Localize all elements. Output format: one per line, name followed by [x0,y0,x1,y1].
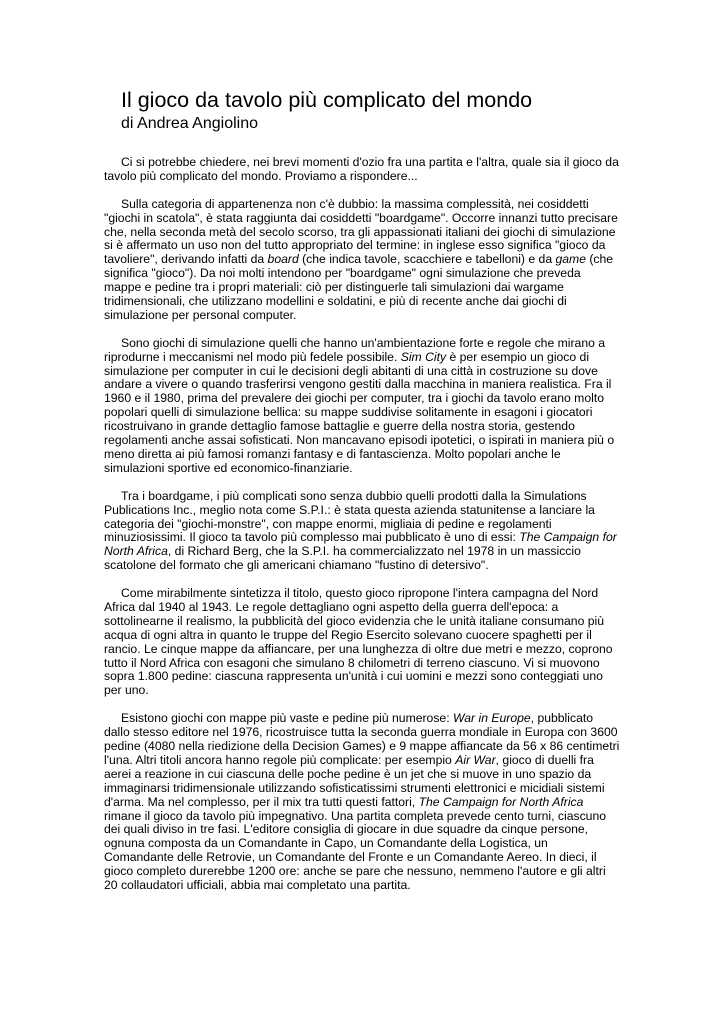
paragraph-line [104,420,620,434]
text-run: Esistono giochi con mappe più vaste e pedine più numerose: [121,711,453,726]
paragraph-line [104,865,620,879]
text-run: popolari quelli di simulazione bellica: su mappe suddivise solitamente in esagoni i giocatori [104,405,593,420]
paragraph-line [104,657,620,671]
text-run: 20 collaudatori ufficiali, abbia mai completato una partita. [104,878,411,893]
text-run: gioco completo durerebbe 1200 ore: anche se pare che nessuno, nemmeno l'autore e gli altri [104,864,606,879]
paragraph-line [104,281,620,295]
paragraph-line [104,365,620,379]
paragraph [104,198,620,323]
document-body [104,156,620,893]
text-run: 1960 e il 1980, prima del prevalere dei giochi per computer, tra i giochi da tavolo erano molto [104,391,604,406]
text-run: aerei a reazione in cui ciascuna delle poche pedine è un jet che si muove in uno spazio da [104,766,592,781]
text-run: Sulla categoria di appartenenza non c'è dubbio: la massima complessità, nei cosiddetti [121,196,589,211]
text-run: Africa dal 1940 al 1943. Le regole dettagliano ogni aspetto della guerra dell'epoca: a [104,599,559,614]
paragraph-line [104,643,620,657]
paragraph-line [104,768,620,782]
text-run: riprodurne i meccanismi nel modo più fedele possibile. [104,349,401,364]
text-run: d'arma. Ma nel complesso, per il mix tra tutti questi fattori, [104,794,419,809]
paragraph-line [104,337,620,351]
paragraph-line [104,587,620,601]
text-run: l'una. Altri titoli ancora hanno regole più complicate: per esempio [104,752,456,767]
paragraph-line [104,490,620,504]
italic-title: board [267,252,299,267]
document-page [104,88,620,907]
paragraph-line [104,226,620,240]
text-run: simulazione per computer in cui le decisioni degli abitanti di una città in costruzione su dove [104,363,598,378]
text-run: significa "gioco"). Da noi molti intendono per "boardgame" ogni simulazione che preveda [104,266,581,281]
paragraph-line [104,462,620,476]
document-title: Il gioco da tavolo più complicato del mondo [121,88,533,112]
paragraph-line [104,448,620,462]
text-run: rancio. Le cinque mappe da affiancare, per una lunghezza di oltre due metri e mezzo, coprono [104,641,613,656]
paragraph-line [104,170,620,184]
text-run: tridimensionali, che utilizzano modellini e soldatini, e più di recente anche dai giochi di [104,294,567,309]
paragraph-line [104,712,620,726]
paragraph-line [104,212,620,226]
text-run: , pubblicato [530,711,594,726]
text-run: dallo stesso editore nel 1976, ricostruisce tutta la seconda guerra mondiale in Europa con 3600 [104,725,618,740]
italic-title: Air War [455,752,496,767]
text-run: Comandante delle Retrovie, un Comandante del Fronte e un Comandante Aereo. In dieci, il [104,850,597,865]
text-run: simulazione per personal computer. [104,307,297,322]
text-run: minuziosissimi. Il gioco ta tavolo più complesso mai pubblicato è uno di essi: [104,530,520,545]
text-run: per uno. [104,683,149,698]
text-run: rimane il gioco da tavolo più impegnativo. Una partita completa prevede cento turni, ciascuno [104,808,607,823]
text-run: è per esempio un gioco di [446,349,590,364]
paragraph-line [104,239,620,253]
italic-title: North Africa [104,544,168,559]
text-run: categoria dei "giochi-monstre", con mappe enormi, migliaia di pedine e regolamenti [104,516,552,531]
paragraph-line [104,810,620,824]
paragraph-line [104,670,620,684]
paragraph [104,156,620,184]
paragraph-line [104,545,620,559]
paragraph-line [104,684,620,698]
italic-title: The Campaign for North Africa [418,794,584,809]
paragraph-line [104,851,620,865]
paragraph-line [104,392,620,406]
paragraph-line [104,267,620,281]
text-run: ognuna composta da un Comandante in Capo, un Comandante della Logistica, un [104,836,548,851]
document-author: di Andrea Angiolino [121,115,258,132]
text-run: dei quali diviso in tre fasi. L'editore consiglia di giocare in due squadre da cinque persone, [104,822,589,837]
paragraph-line [104,796,620,810]
paragraph-line [104,740,620,754]
paragraph-line [104,295,620,309]
paragraph [104,587,620,698]
text-run: (che [585,252,614,267]
text-run: "giochi in scatola", è stata raggiunta dai cosiddetti "boardgame". Occorre innanzi tutto precisare [104,210,618,225]
text-run: (che indica tavole, scacchiere e tabelloni) e da [298,252,556,267]
paragraph-line [104,504,620,518]
text-run: tavolo più complicato del mondo. Proviamo a rispondere... [104,168,418,183]
text-run: , di Richard Berg, che la S.P.I. ha commercializzato nel 1978 in un massiccio [167,544,581,559]
text-run: che, nella seconda metà del secolo scorso, tra gli appassionati italiani dei giochi di simulazione [104,224,616,239]
paragraph-line [104,378,620,392]
paragraph-line [104,309,620,323]
text-run: regolamenti anche assai sofisticati. Non mancavano episodi ipotetici, o ispirati in maniera più o [104,433,615,448]
text-run: Sono giochi di simulazione quelli che hanno un'ambientazione forte e regole che mirano a [121,335,606,350]
paragraph [104,337,620,476]
paragraph-line [104,823,620,837]
paragraph-line [104,879,620,893]
paragraph-line [104,615,620,629]
paragraph-line [104,351,620,365]
text-run: meno diretta ai più famosi romanzi fantasy e di fantascienza. Molto popolari anche le [104,447,561,461]
italic-title: The Campaign for [519,530,617,545]
text-run: si è affermato un uso non del tutto appropriato del termine: in inglese esso significa "gioco da [104,238,606,253]
paragraph-line [104,156,620,170]
text-run: pedine (4080 nella riedizione della Decision Games) e 9 mappe affiancate da 56 x 86 centimetri [104,738,620,753]
paragraph-line [104,559,620,573]
text-run: sottolinearne il realismo, la pubblicità del gioco evidenzia che le unità italiane consumano più [104,613,604,628]
italic-title: game [555,252,586,267]
text-run: immaginarsi tridimensionale utilizzando sofisticatissimi strumenti elettronici e micidiali sistemi [104,780,605,795]
paragraph-line [104,434,620,448]
paragraph-line [104,601,620,615]
text-run: tutto il Nord Africa con esagoni che simulano 8 chilometri di terreno ciascuno. Vi si muovono [104,655,600,670]
paragraph-line [104,754,620,768]
text-run: acqua di ogni altra in quanto le truppe del Regio Esercito solevano cuocere spaghetti per il [104,627,592,642]
text-run: simulazioni sportive ed economico-finanziarie. [104,460,353,475]
italic-title: Sim City [400,349,447,364]
paragraph-line [104,531,620,545]
text-run: scatolone del formato che gli americani chiamano "fustino di detersivo". [104,558,489,573]
paragraph-line [104,837,620,851]
paragraph-line [104,782,620,796]
paragraph [104,490,620,573]
paragraph-line [104,629,620,643]
text-run: sopra 1.800 pedine: ciascuna rappresenta un'unità i cui uomini e mezzi sono conteggiati uno [104,669,603,684]
paragraph-line [104,198,620,212]
text-run: tavoliere", derivando infatti da [104,252,268,267]
paragraph [104,712,620,893]
italic-title: War in Europe [452,711,531,726]
paragraph-line [104,518,620,532]
text-run: , gioco di duelli fra [495,752,594,767]
paragraph-line [104,406,620,420]
text-run: andare a vivere o quando trasferirsi vengono gestiti dalla macchina in maniera realistica. Fra il [104,377,612,392]
text-run: Publications Inc., meglio nota come S.P.I.: è stata questa azienda statunitense a lanciare la [104,502,595,517]
text-run: Tra i boardgame, i più complicati sono senza dubbio quelli prodotti dalla la Simulations [121,488,587,503]
paragraph-line [104,253,620,267]
paragraph-line [104,726,620,740]
text-run: Ci si potrebbe chiedere, nei brevi momenti d'ozio fra una partita e l'altra, quale sia il gioco da [121,155,619,169]
text-run: mappe e pedine tra i propri materiali: ciò per distinguerle tali simulazioni dai wargame [104,280,564,295]
text-run: Come mirabilmente sintetizza il titolo, questo gioco ripropone l'intera campagna del Nord [121,586,599,601]
text-run: ricostruivano in grande dettaglio famose battaglie e guerre della nostra storia, gestendo [104,419,575,434]
